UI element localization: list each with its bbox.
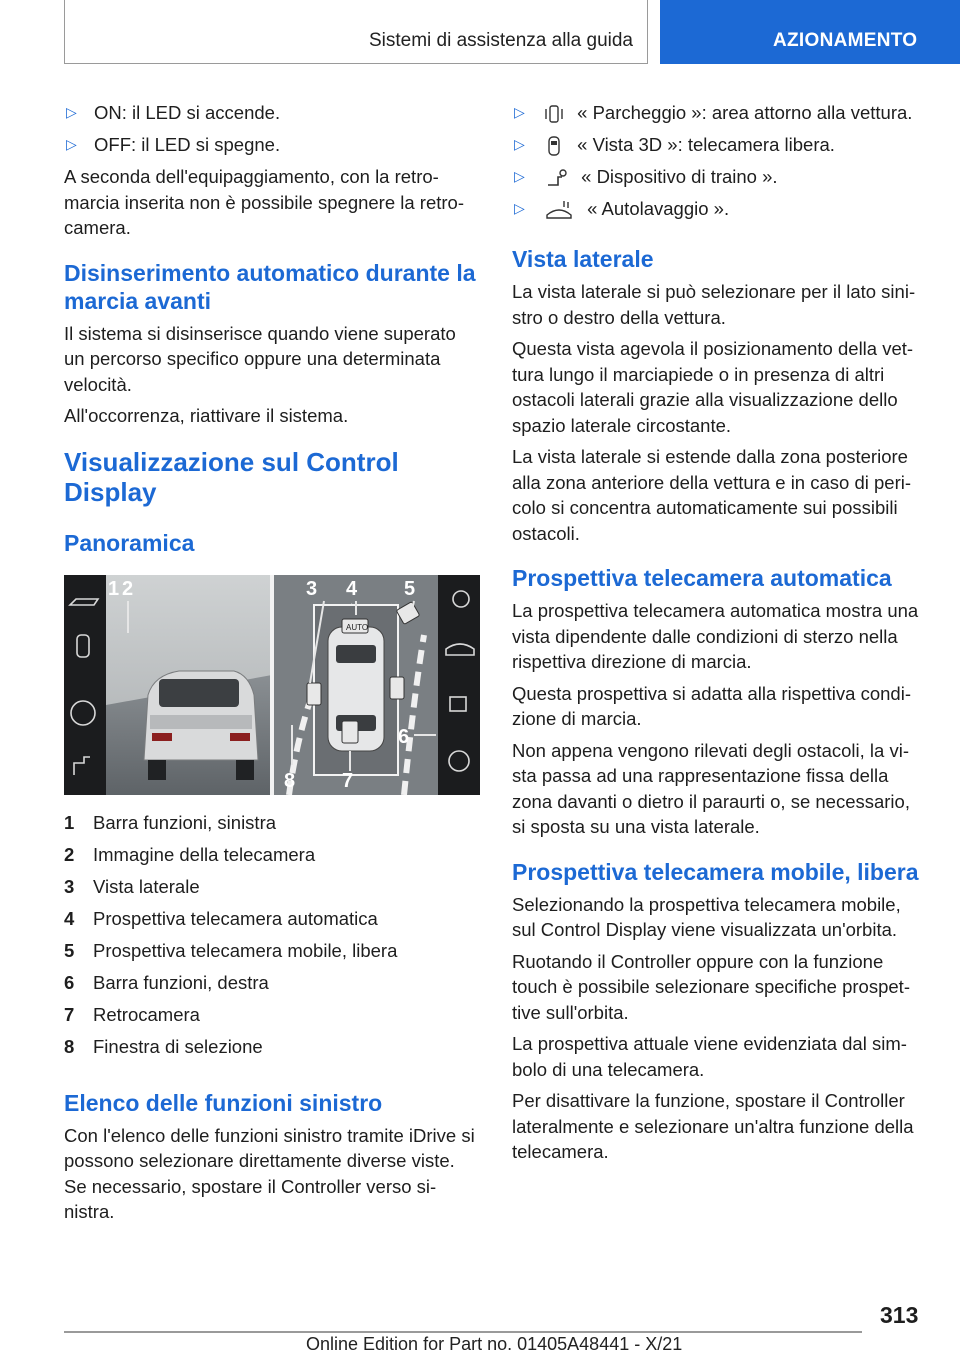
bullet-text: « Vista 3D »: telecamera libera. bbox=[577, 134, 835, 156]
figure-label-1: 1 bbox=[108, 577, 120, 600]
heading-disinserimento: Disinserimento automatico durante la marcia avanti bbox=[64, 259, 476, 314]
paragraph: Questa prospettiva si adatta alla rispettiva condizione di marcia. bbox=[512, 682, 911, 730]
paragraph: Non appena vengono rilevati degli ostacoli, la vista passa ad una rappresentazione fissa della zona davanti o dietro il paraurti o, se necessario, si sposta su una vista laterale. bbox=[512, 739, 910, 838]
bullet-item bbox=[512, 100, 926, 125]
triangle-bullet-icon: ▷ bbox=[514, 136, 525, 153]
paragraph: Selezionando la prospettiva telecamera mobile, sul Control Display viene visualizzata un'orbita. bbox=[512, 893, 901, 941]
legend-item: 8 Finestra di selezione bbox=[64, 1035, 263, 1057]
paragraph: Con l'elenco delle funzioni sinistro tramite iDrive si possono selezionare direttamente diverse viste. Se necessario, spostare il Controller verso sinistra. bbox=[64, 1124, 475, 1222]
triangle-bullet-icon: ▷ bbox=[514, 104, 525, 120]
header-section-tab bbox=[660, 0, 960, 64]
control-display-illustration bbox=[64, 575, 480, 795]
figure-label-3: 3 bbox=[306, 577, 318, 600]
bullet-text: « Dispositivo di traino ». bbox=[581, 166, 778, 188]
paragraph: Il sistema si disinserisce quando viene superato un percorso specifico oppure una determinata velocità. bbox=[64, 322, 456, 395]
heading-vista-laterale: Vista laterale bbox=[512, 246, 654, 273]
paragraph: La vista laterale si può selezionare per il lato sinistro o destro della vettura. bbox=[512, 281, 916, 328]
heading-prospettiva-mobile: Prospettiva telecamera mobile, libera bbox=[512, 858, 919, 885]
paragraph: La prospettiva telecamera automatica mostra una vista dipendente dalle condizioni di sterzo nella rispettiva direzione di marcia. bbox=[512, 600, 919, 673]
paragraph: Questa vista agevola il posizionamento della vettura lungo il marciapiede o in presenza di altri ostacoli laterali grazie alla visualizzazione dello spazio laterale circostante. bbox=[512, 338, 914, 436]
legend-item: 1 Barra funzioni, sinistra bbox=[64, 811, 277, 833]
figure-label-2: 2 bbox=[122, 577, 134, 600]
paragraph: La vista laterale si estende dalla zona posteriore alla zona anteriore della vettura e in caso di pericolo si concentra automaticamente sui possibili ostacoli. bbox=[512, 446, 912, 544]
legend-item: 3 Vista laterale bbox=[64, 875, 200, 897]
bullet-item bbox=[512, 132, 926, 157]
triangle-bullet-icon: ▷ bbox=[66, 104, 77, 120]
rear-camera-icon bbox=[342, 721, 358, 743]
bullet-text: OFF: il LED si spegne. bbox=[94, 134, 281, 155]
triangle-bullet-icon: ▷ bbox=[514, 168, 525, 185]
paragraph: Per disattivare la funzione, spostare il Controller lateralmente e selezionare un'altra funzione della telecamera. bbox=[512, 1090, 914, 1163]
heading-elenco: Elenco delle funzioni sinistro bbox=[64, 1089, 383, 1116]
footer-edition: Online Edition for Part no. 01405A48441 - X/21 bbox=[306, 1334, 683, 1354]
figure-label-5: 5 bbox=[404, 577, 416, 600]
3d-view-icon bbox=[544, 135, 564, 157]
page-number: 313 bbox=[880, 1302, 919, 1328]
header-title-box bbox=[64, 0, 648, 64]
heading-panoramica: Panoramica bbox=[64, 529, 195, 556]
triangle-bullet-icon: ▷ bbox=[66, 136, 77, 152]
right-function-bar bbox=[438, 575, 480, 795]
header-section: AZIONAMENTO bbox=[773, 30, 918, 51]
car-wash-icon bbox=[544, 199, 574, 221]
heading-visualizzazione: Visualizzazione sul Control Display bbox=[64, 446, 399, 507]
header-title: Sistemi di assistenza alla guida bbox=[368, 30, 633, 51]
legend-item: 6 Barra funzioni, destra bbox=[64, 971, 269, 993]
figure-label-4: 4 bbox=[346, 577, 358, 600]
legend-item: 4 Prospettiva telecamera automatica bbox=[64, 907, 378, 929]
triangle-bullet-icon: ▷ bbox=[514, 200, 525, 217]
bullet-text: ON: il LED si accende. bbox=[94, 102, 281, 123]
figure-label-8: 8 bbox=[284, 769, 296, 792]
right-column bbox=[512, 100, 926, 1171]
paragraph: La prospettiva attuale viene evidenziata dal simbolo di una telecamera. bbox=[512, 1033, 907, 1080]
paragraph: All'occorrenza, riattivare il sistema. bbox=[64, 405, 349, 426]
left-function-bar bbox=[64, 575, 106, 795]
side-camera-icon bbox=[307, 683, 321, 705]
bullet-text: « Parcheggio »: area attorno alla vettura. bbox=[577, 102, 913, 123]
bullet-item bbox=[64, 132, 480, 157]
figure-label-7: 7 bbox=[342, 769, 354, 792]
legend-item: 7 Retrocamera bbox=[64, 1003, 200, 1025]
heading-prospettiva-automatica: Prospettiva telecamera automatica bbox=[512, 565, 892, 592]
footer-divider bbox=[64, 1331, 862, 1333]
bullet-item bbox=[512, 196, 926, 221]
bullet-text: « Autolavaggio ». bbox=[587, 198, 730, 220]
bullet-item bbox=[512, 164, 926, 189]
figure-label-6: 6 bbox=[398, 725, 410, 748]
paragraph: A seconda dell'equipaggiamento, con la retromarcia inserita non è possibile spegnere la retrocamera. bbox=[64, 166, 465, 238]
figure-legend bbox=[64, 807, 480, 1063]
bullet-item bbox=[64, 100, 480, 125]
side-camera-icon bbox=[390, 677, 404, 699]
legend-item: 2 Immagine della telecamera bbox=[64, 843, 316, 865]
legend-item: 5 Prospettiva telecamera mobile, libera bbox=[64, 939, 398, 961]
auto-tag: AUTO bbox=[346, 622, 369, 632]
paragraph: Ruotando il Controller oppure con la funzione touch è possibile selezionare specifiche prospettive sull'orbita. bbox=[512, 950, 910, 1023]
control-display-figure bbox=[64, 575, 480, 795]
left-column bbox=[64, 100, 480, 1231]
tow-hitch-icon bbox=[544, 167, 568, 189]
parking-view-icon bbox=[544, 103, 564, 125]
